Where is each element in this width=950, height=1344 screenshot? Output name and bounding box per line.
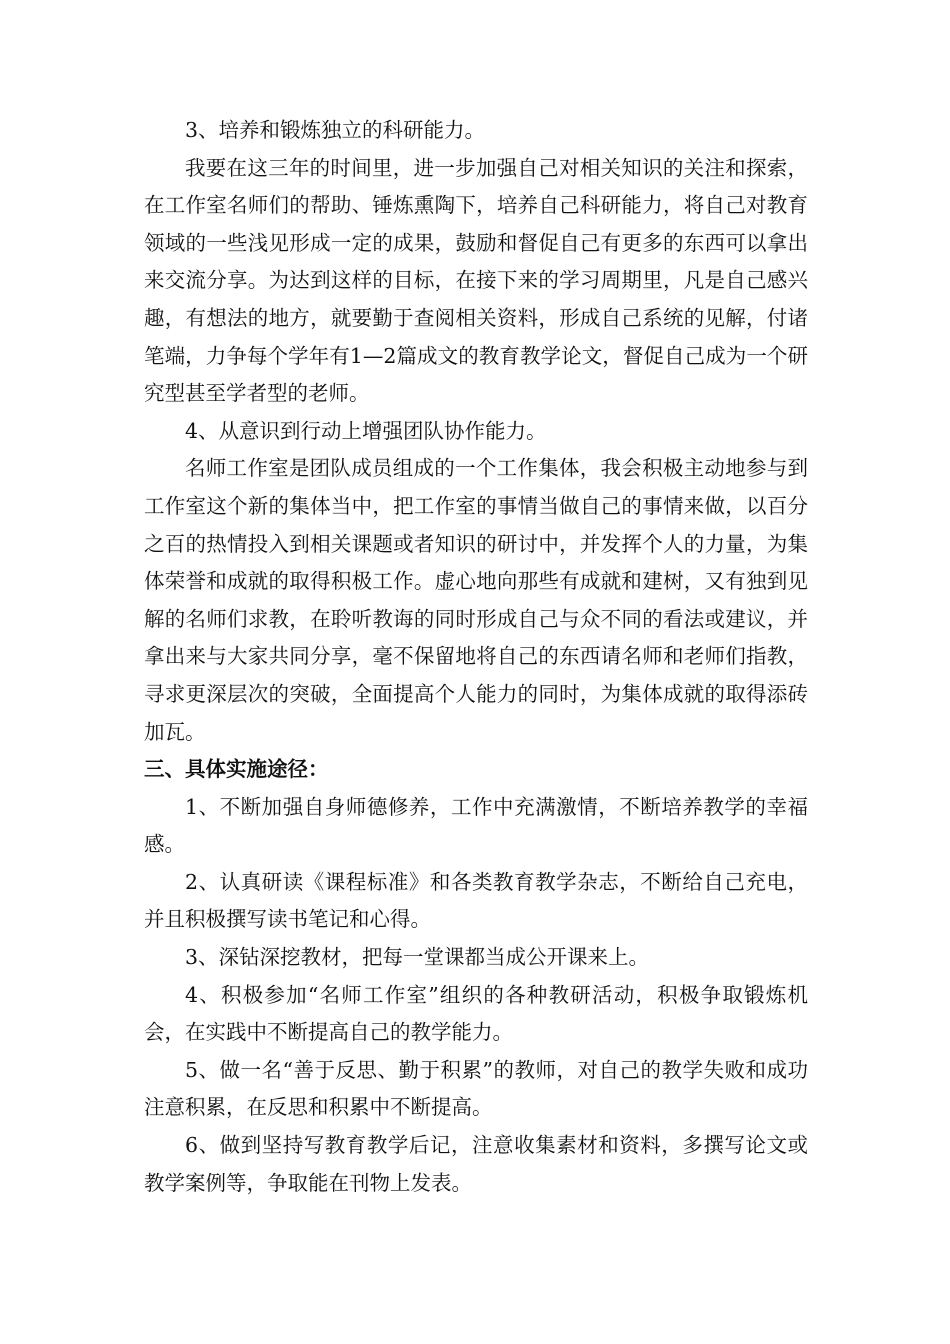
section-item-3-title: 3、培养和锻炼独立的科研能力。 bbox=[185, 118, 486, 142]
paragraph-research-ability: 我要在这三年的时间里，进一步加强自己对相关知识的关注和探索，在工作室名师们的帮助、锤炼熏陶下，培养自己科研能力，将自己对教育领域的一些浅见形成一定的成果，鼓励和督促自己有更多的东西可以拿出来交流分享。为达到这样的目标，在接下来的学习周期里，凡是自己感兴趣，有想法的地方，就要勤于查阅相关资料，形成自己系统的见解，付诸笔端，力争每个学年有1—2篇成文的教育教学论文，督促自己成为一个研究型甚至学者型的老师。 bbox=[144, 155, 808, 406]
list-item: 4、积极参加“名师工作室”组织的各种教研活动，积极争取锻炼机会，在实践中不断提高自己的教学能力。 bbox=[144, 982, 808, 1045]
document-body bbox=[144, 112, 808, 1202]
list-item: 3、深钻深挖教材，把每一堂课都当成公开课来上。 bbox=[185, 945, 650, 970]
list-item: 6、做到坚持写教育教学后记，注意收集素材和资料，多撰写论文或教学案例等，争取能在刊物上发表。 bbox=[144, 1133, 808, 1195]
section-heading-implementation: 三、具体实施途径： bbox=[144, 757, 329, 782]
paragraph-teamwork: 名师工作室是团队成员组成的一个工作集体，我会积极主动地参与到工作室这个新的集体当中，把工作室的事情当做自己的事情来做，以百分之百的热情投入到相关课题或者知识的研讨中，并发挥个人的力量，为集体荣誉和成就的取得积极工作。虚心地向那些有成就和建树，又有独到见解的名师们求教，在聆听教诲的同时形成自己与众不同的看法或建议，并拿出来与大家共同分享，毫不保留地将自己的东西请名师和老师们指教，寻求更深层次的突破，全面提高个人能力的同时，为集体成就的取得添砖加瓦。 bbox=[144, 456, 808, 744]
list-item: 2、认真研读《课程标准》和各类教育教学杂志，不断给自己充电，并且积极撰写读书笔记和心得。 bbox=[144, 869, 808, 932]
list-item: 5、做一名“善于反思、勤于积累”的教师，对自己的教学失败和成功注意积累，在反思和积累中不断提高。 bbox=[144, 1057, 808, 1120]
section-item-4-title: 4、从意识到行动上增强团队协作能力。 bbox=[185, 418, 547, 443]
list-item: 1、不断加强自身师德修养，工作中充满激情，不断培养教学的幸福感。 bbox=[144, 794, 808, 857]
